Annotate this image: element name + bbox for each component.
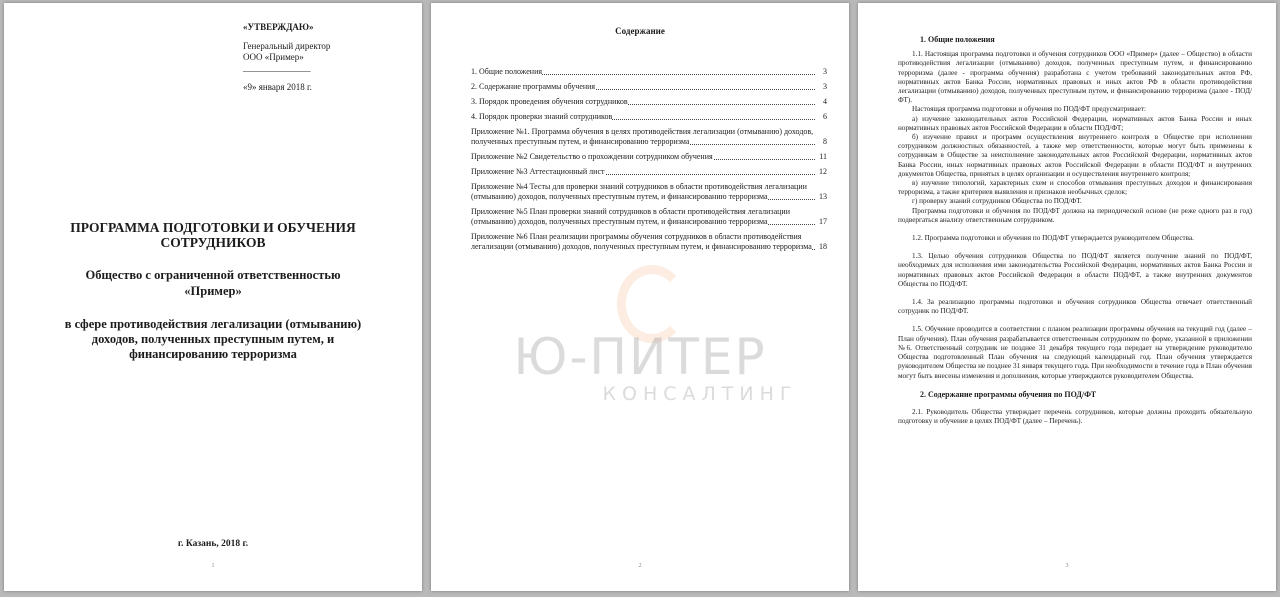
body-page: [858, 3, 1276, 591]
toc-entry-text: 3. Порядок проведения обучения сотрудников: [471, 97, 628, 106]
toc-entry[interactable]: [471, 97, 827, 107]
toc-entry[interactable]: [471, 232, 827, 252]
toc-entry[interactable]: [471, 152, 827, 162]
document-title: [44, 220, 382, 250]
toc-entry-text: Приложение №2 Свидетельство о прохождении сотрудником обучения: [471, 152, 713, 161]
paragraph: г) проверку знаний сотрудников Общества по ПОД/ФТ.: [912, 197, 1082, 206]
watermark-main: Ю-ПИТЕР: [513, 328, 767, 386]
toc-entry-page: 13: [819, 192, 827, 201]
toc-entry[interactable]: [471, 67, 827, 77]
watermark: [431, 328, 849, 405]
toc-entry-text: Приложение №5 План проверки знаний сотрудников в области противодействия легализации (отмыванию) доходов, полученных преступным путем, и финансированию терроризма: [471, 207, 790, 226]
approval-date: «9» января 2018 г.: [243, 82, 312, 92]
toc-entry-page: 17: [819, 217, 827, 226]
paragraph: 1.4. За реализацию программы подготовки и обучения сотрудников Общества отвечает ответственный сотрудник по ПОД/ФТ.: [898, 298, 1252, 316]
scope-line: финансированию терроризма: [129, 347, 297, 361]
toc-entry[interactable]: [471, 112, 827, 122]
toc-entry-page: 11: [819, 152, 827, 161]
paragraph: 1.1. Настоящая программа подготовки и обучения сотрудников ООО «Пример» (далее – Общество) в области противодействия легализации (отмыванию) доходов, полученных преступным путем, и финансированию терроризма (далее - программа обучения) разработана с учетом требований законодательных актов РФ, нормативных актов Банка России, нормативных правовых и иных актов РФ в области противодействия легализации (отмыванию) доходов, полученных преступным путем, и финансированию терроризма (далее - ПОД/ФТ).: [898, 50, 1252, 105]
paragraph: 2.1. Руководитель Общества утверждает перечень сотрудников, которые должны проходить обязательную подготовку и обучение в целях ПОД/ФТ (далее – Перечень).: [898, 407, 1252, 426]
paragraph: в) изучение типологий, характерных схем и способов отмывания преступных доходов и финансирования терроризма, а также критериев выявления и признаков необычных сделок;: [898, 179, 1252, 197]
toc-entry-text: Приложение №4 Тесты для проверки знаний сотрудников в области противодействия легализации (отмыванию) доходов, полученных преступным путем, и финансированию терроризма: [471, 182, 807, 201]
scope-line: доходов, полученных преступным путем, и: [91, 332, 335, 346]
paragraph: 1.3. Целью обучения сотрудников Общества по ПОД/ФТ является получение знаний по ПОД/ФТ, необходимых для исполнения ими законодательства Российской Федерации, нормативных актов Банка России и нормативных правовых актов Российской Федерации в области ПОД/ФТ, а также внутренних документов Общества по ПОД/ФТ.: [898, 252, 1252, 288]
page-number: 1: [211, 563, 215, 569]
document-scope: [44, 317, 382, 362]
section-heading: 1. Общие положения: [920, 35, 995, 44]
toc-entry-page: 6: [823, 112, 827, 121]
contents-title: Содержание: [615, 26, 665, 36]
toc-entry[interactable]: [471, 127, 827, 147]
approval-block: [243, 22, 330, 93]
paragraph: 1.5. Обучение проводится в соответствии с планом реализации программы обучения на текущий год (далее – План обучения). План обучения разрабатывается ответственным сотрудником по форме, указанной в приложении №6. Ответственный сотрудник не позднее 31 декабря текущего года передает на утверждение руководителю Общества подготовленный План обучения на следующий календарный год. План обучения утверждается руководителем Общества не позднее 31 января текущего года. При необходимости в течение года в План обучения могут быть внесены изменения и дополнения, которые утверждаются руководителем Общества.: [898, 325, 1252, 380]
toc-entry-text: 2. Содержание программы обучения: [471, 82, 596, 91]
toc-entry-page: 8: [823, 137, 827, 146]
toc-entry-page: 3: [823, 82, 827, 91]
paragraph: б) изучение правил и программ осуществления внутреннего контроля в Обществе при исполнении сотрудником должностных обязанностей, а также мер ответственности, которые могут быть применены к сотрудникам в Обществе за неисполнение законодательных актов Российской Федерации, нормативных актов Банка России, иных нормативных правовых актов Российской Федерации в области ПОД/ФТ и внутренних документов Общества, принятых в целях организации и осуществления внутреннего контроля;: [898, 133, 1252, 178]
toc-entry-page: 18: [819, 242, 827, 251]
approval-title: «УТВЕРЖДАЮ»: [243, 22, 314, 32]
page-body: [898, 35, 1252, 426]
paragraph: Программа подготовки и обучения по ПОД/ФТ должна на периодической основе (не реже одного раз в год) подвергаться анализу ответственным сотрудником.: [898, 206, 1252, 224]
document-title-line: ПРОГРАММА ПОДГОТОВКИ И ОБУЧЕНИЯ: [70, 220, 356, 235]
organization-name: [44, 267, 382, 299]
toc-entry-text: 1. Общие положения: [471, 67, 543, 76]
table-of-contents: [471, 67, 827, 257]
toc-entry-text: 4. Порядок проверки знаний сотрудников: [471, 112, 613, 121]
toc-entry-page: 4: [823, 97, 827, 106]
approval-signature-line: _______________: [243, 63, 311, 73]
scope-line: в сфере противодействия легализации (отмыванию): [64, 317, 362, 331]
toc-entry[interactable]: [471, 182, 827, 202]
paragraph: 1.2. Программа подготовки и обучения по ПОД/ФТ утверждается руководителем Общества.: [912, 234, 1194, 243]
paragraph: а) изучение законодательных актов Российской Федерации, нормативных актов Банка России и иных нормативных правовых актов Российской Федерации в области ПОД/ФТ;: [898, 114, 1252, 132]
city-year: г. Казань, 2018 г.: [177, 539, 249, 549]
toc-entry-text: Приложение №1. Программа обучения в целях противодействия легализации (отмыванию) доходов, полученных преступным путем, и финансированию терроризма: [471, 127, 814, 146]
toc-entry[interactable]: [471, 82, 827, 92]
toc-entry[interactable]: [471, 207, 827, 227]
document-title-line: СОТРУДНИКОВ: [160, 235, 266, 250]
watermark-sub: КОНСАЛТИНГ: [602, 383, 798, 405]
watermark-logo-icon: [617, 265, 687, 343]
toc-entry-page: 3: [823, 67, 827, 76]
section-heading: 2. Содержание программы обучения по ПОД/ФТ: [920, 389, 1097, 399]
approval-organization: ООО «Пример»: [243, 52, 304, 62]
toc-entry-page: 12: [819, 167, 827, 176]
approval-position: Генеральный директор: [243, 41, 331, 51]
paragraph: Настоящая программа подготовки и обучения по ПОД/ФТ предусматривает:: [912, 105, 1146, 114]
contents-page: [431, 3, 849, 591]
page-number: 3: [1065, 563, 1069, 569]
toc-entry-text: Приложение №6 План реализации программы обучения сотрудников в области противодействия легализации (отмыванию) доходов, полученных преступным путем, и финансированию терроризма: [471, 232, 812, 251]
title-page: [4, 3, 422, 591]
organization-line: Общество с ограниченной ответственностью: [85, 268, 341, 282]
toc-entry-text: Приложение №3 Аттестационный лист: [471, 167, 605, 176]
page-number: 2: [638, 563, 642, 569]
organization-line: «Пример»: [184, 284, 242, 298]
toc-entry[interactable]: [471, 167, 827, 177]
